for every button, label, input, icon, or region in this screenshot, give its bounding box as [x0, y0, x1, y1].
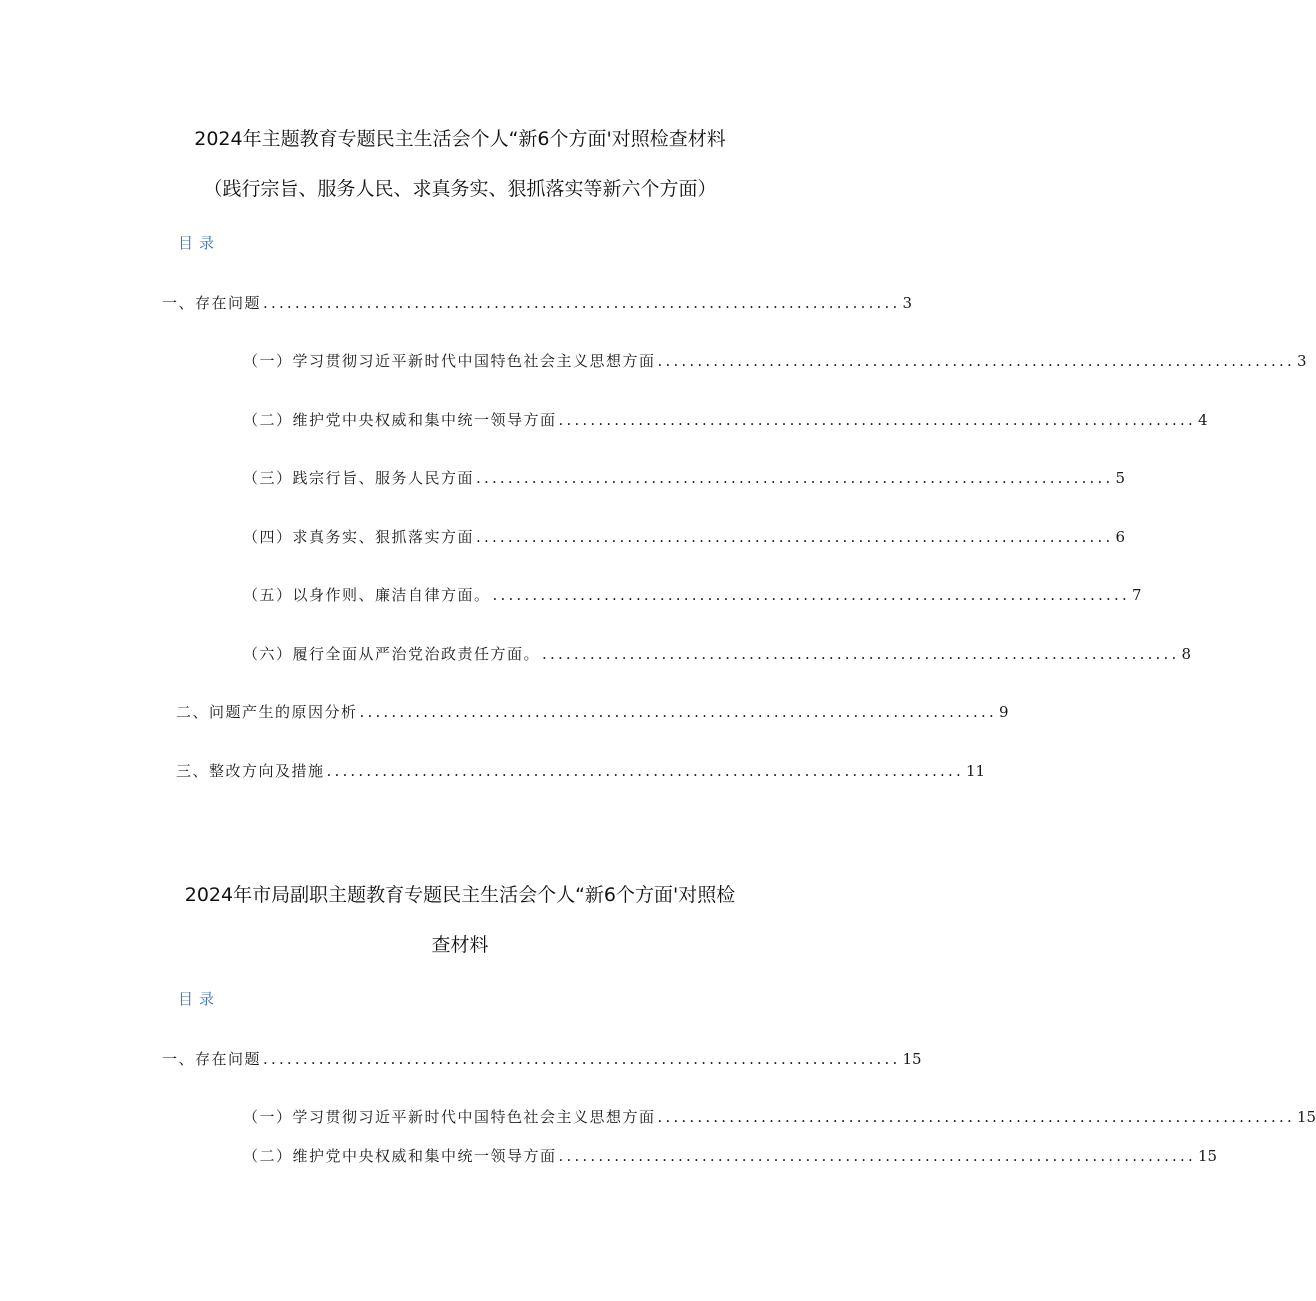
toc-page-number: 3 [902, 294, 913, 312]
doc1-title-line2: （践行宗旨、服务人民、求真务实、狠抓落实等新六个方面） [203, 178, 717, 200]
doc2-toc-label: 目录 [178, 990, 221, 1008]
doc1-toc-entry-1-6[interactable] [243, 643, 1192, 665]
toc-page-number: 5 [1115, 469, 1126, 487]
toc-page-number: 4 [1197, 411, 1208, 429]
toc-dot-leader: ................................................................................ [657, 1108, 1295, 1126]
toc-entry-text: （六）履行全面从严治党治政责任方面。 [243, 645, 541, 663]
toc-page-number: 8 [1181, 645, 1192, 663]
toc-entry-text: 三、整改方向及措施 [176, 762, 325, 780]
toc-dot-leader: ................................................................................ [326, 762, 964, 780]
toc-entry-text: （四）求真务实、狠抓落实方面 [243, 528, 475, 546]
toc-dot-leader: ................................................................................ [263, 294, 901, 312]
doc1-title-line1: 2024年主题教育专题民主生活会个人“新6个方面'对照检查材料 [194, 128, 726, 150]
doc1-toc-entry-1[interactable] [162, 292, 913, 314]
toc-page-number: 7 [1131, 586, 1142, 604]
toc-page-number: 15 [902, 1050, 922, 1068]
doc1-toc-entry-2[interactable] [176, 701, 1009, 723]
toc-dot-leader: ................................................................................ [558, 411, 1196, 429]
toc-dot-leader: ................................................................................ [476, 528, 1114, 546]
doc1-toc-entry-1-3[interactable] [243, 467, 1126, 489]
toc-entry-text: （一）学习贯彻习近平新时代中国特色社会主义思想方面 [243, 352, 656, 370]
toc-page-number: 15 [1197, 1147, 1218, 1165]
doc1-toc-label: 目录 [178, 234, 221, 252]
doc2-title-line1: 2024年市局副职主题教育专题民主生活会个人“新6个方面'对照检 [184, 884, 736, 906]
doc2-title-line2: 查材料 [431, 934, 489, 956]
toc-dot-leader: ................................................................................ [657, 352, 1295, 370]
doc1-toc-entry-1-2[interactable] [243, 409, 1208, 431]
toc-dot-leader: ................................................................................ [492, 586, 1130, 604]
doc1-toc-entry-3[interactable] [176, 760, 986, 782]
doc1-toc-entry-1-1[interactable] [243, 350, 1307, 372]
toc-dot-leader: ................................................................................ [263, 1050, 901, 1068]
doc1-toc-entry-1-5[interactable] [243, 584, 1142, 606]
doc2-toc-entry-1[interactable] [162, 1048, 922, 1070]
toc-dot-leader: ................................................................................ [359, 703, 997, 721]
toc-page-number: 15 [1296, 1108, 1316, 1126]
toc-entry-text: 二、问题产生的原因分析 [176, 703, 358, 721]
toc-entry-text: （三）践宗行旨、服务人民方面 [243, 469, 475, 487]
toc-entry-text: 一、存在问题 [162, 1050, 262, 1068]
toc-page-number: 11 [965, 762, 986, 780]
toc-entry-text: （五）以身作则、廉洁自律方面。 [243, 586, 491, 604]
toc-entry-text: （二）维护党中央权威和集中统一领导方面 [243, 411, 557, 429]
doc2-toc-entry-1-1[interactable] [243, 1106, 1316, 1128]
toc-dot-leader: ................................................................................ [476, 469, 1114, 487]
doc2-toc-entry-1-2[interactable] [243, 1145, 1218, 1167]
toc-page-number: 9 [998, 703, 1009, 721]
toc-entry-text: （一）学习贯彻习近平新时代中国特色社会主义思想方面 [243, 1108, 656, 1126]
toc-page-number: 3 [1296, 352, 1307, 370]
toc-entry-text: （二）维护党中央权威和集中统一领导方面 [243, 1147, 557, 1165]
doc1-toc-entry-1-4[interactable] [243, 526, 1126, 548]
toc-dot-leader: ................................................................................ [558, 1147, 1196, 1165]
toc-dot-leader: ................................................................................ [542, 645, 1180, 663]
toc-page-number: 6 [1115, 528, 1126, 546]
toc-entry-text: 一、存在问题 [162, 294, 262, 312]
